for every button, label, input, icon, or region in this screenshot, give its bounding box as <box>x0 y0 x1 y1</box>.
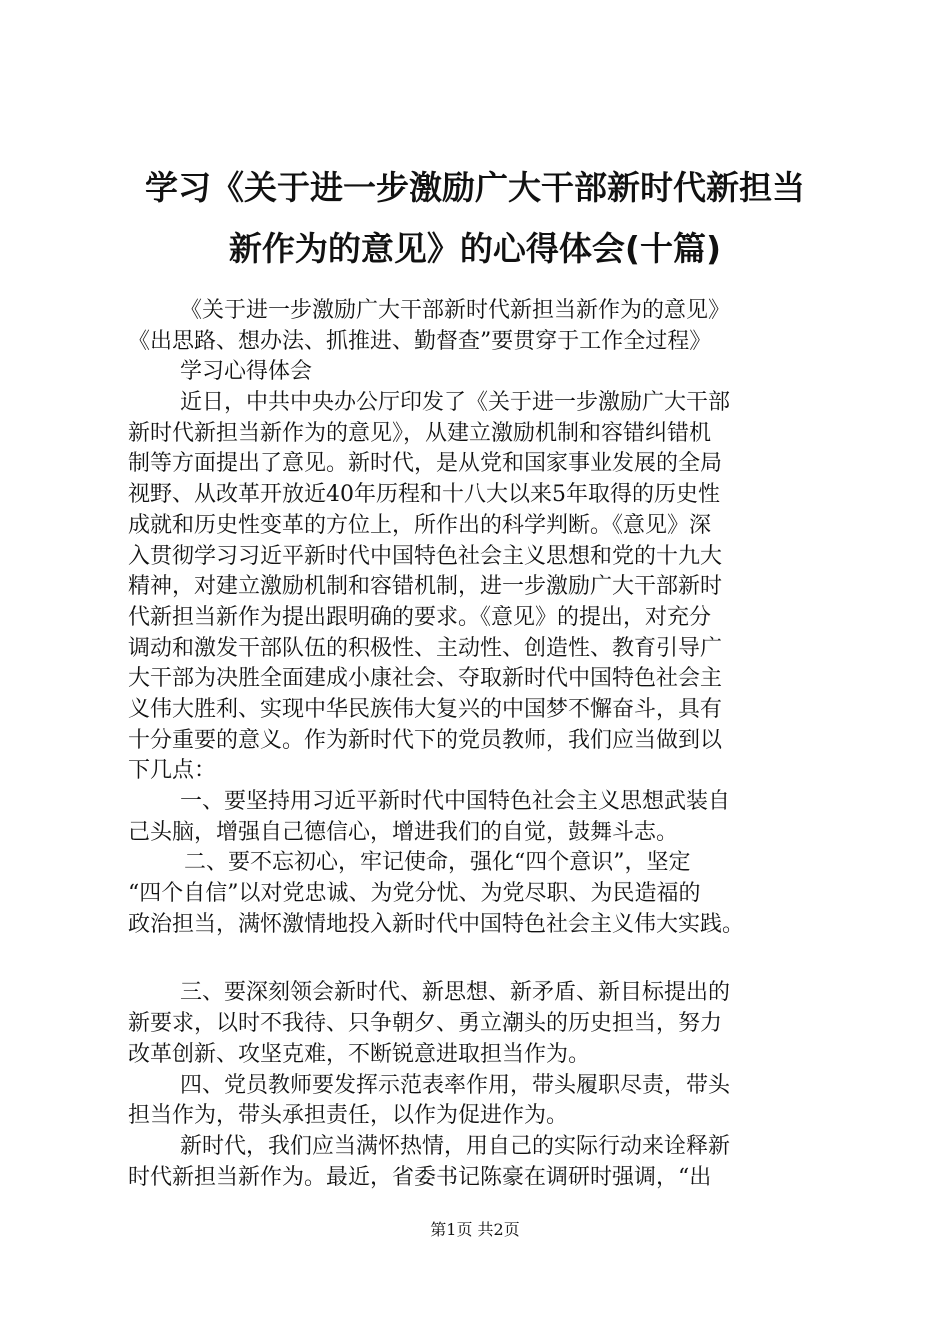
paragraph-line: 制等方面提出了意见。新时代，是从党和国家事业发展的全局 <box>128 451 723 477</box>
subtitle-line: 学习心得体会 <box>180 359 313 385</box>
paragraph-line: 精神，对建立激励机制和容错机制，进一步激励广大干部新时 <box>128 574 723 600</box>
paragraph-line: 时代新担当新作为。最近，省委书记陈豪在调研时强调，“出 <box>128 1164 712 1190</box>
document-body <box>128 296 848 1193</box>
paragraph-line: 四、党员教师要发挥示范表率作用，带头履职尽责，带头 <box>180 1072 731 1098</box>
document-title-line-2: 新作为的意见》的心得体会(十篇) <box>228 229 722 268</box>
paragraph-line: 改革创新、攻坚克难，不断锐意进取担当作为。 <box>128 1041 591 1067</box>
paragraph-line: 下几点： <box>128 758 217 784</box>
blank-line <box>128 940 848 978</box>
subtitle-line: 《关于进一步激励广大干部新时代新担当新作为的意见》 <box>180 298 731 323</box>
paragraph-line: 新要求，以时不我待、只争朝夕、勇立潮头的历史担当，努力 <box>128 1011 723 1037</box>
paragraph-line: 视野、从改革开放近40年历程和十八大以来5年取得的历史性 <box>128 482 720 508</box>
paragraph-line: 入贯彻学习习近平新时代中国特色社会主义思想和党的十九大 <box>128 543 723 569</box>
paragraph-line: 代新担当新作为提出跟明确的要求。《意见》的提出，对充分 <box>128 604 712 630</box>
page-number-footer: 第1页 共2页 <box>430 1220 520 1239</box>
paragraph-line: 义伟大胜利、实现中华民族伟大复兴的中国梦不懈奋斗，具有 <box>128 696 723 722</box>
paragraph-line: 一、要坚持用习近平新时代中国特色社会主义思想武装自 <box>180 789 731 814</box>
paragraph-line: 政治担当，满怀激情地投入新时代中国特色社会主义伟大实践。 <box>128 911 745 937</box>
subtitle-line: 《出思路、想办法、抓推进、勤督查”要贯穿于工作全过程》 <box>128 328 712 354</box>
paragraph-line: 担当作为，带头承担责任，以作为促进作为。 <box>128 1103 569 1129</box>
paragraph-line: 三、要深刻领会新时代、新思想、新矛盾、新目标提出的 <box>180 980 731 1006</box>
paragraph-line: 调动和激发干部队伍的积极性、主动性、创造性、教育引导广 <box>128 635 723 661</box>
paragraph-line: 新时代新担当新作为的意见》，从建立激励机制和容错纠错机 <box>128 420 712 446</box>
paragraph-line: 近日，中共中央办公厅印发了《关于进一步激励广大干部 <box>180 390 731 416</box>
paragraph-line: 成就和历史性变革的方位上，所作出的科学判断。《意见》深 <box>128 512 712 538</box>
paragraph-line: 新时代，我们应当满怀热情，用自己的实际行动来诠释新 <box>180 1133 731 1159</box>
paragraph-line: “四个自信”以对党忠诚、为党分忧、为党尽职、为民造福的 <box>128 881 701 907</box>
document-title-line-1: 学习《关于进一步激励广大干部新时代新担当 <box>145 168 805 207</box>
paragraph-line: 己头脑，增强自己德信心，增进我们的自觉，鼓舞斗志。 <box>128 819 679 845</box>
paragraph-line: 二、要不忘初心，牢记使命，强化“四个意识”，坚定 <box>184 850 691 876</box>
paragraph-line: 十分重要的意义。作为新时代下的党员教师，我们应当做到以 <box>128 727 723 753</box>
paragraph-line: 大干部为决胜全面建成小康社会、夺取新时代中国特色社会主 <box>128 666 723 692</box>
